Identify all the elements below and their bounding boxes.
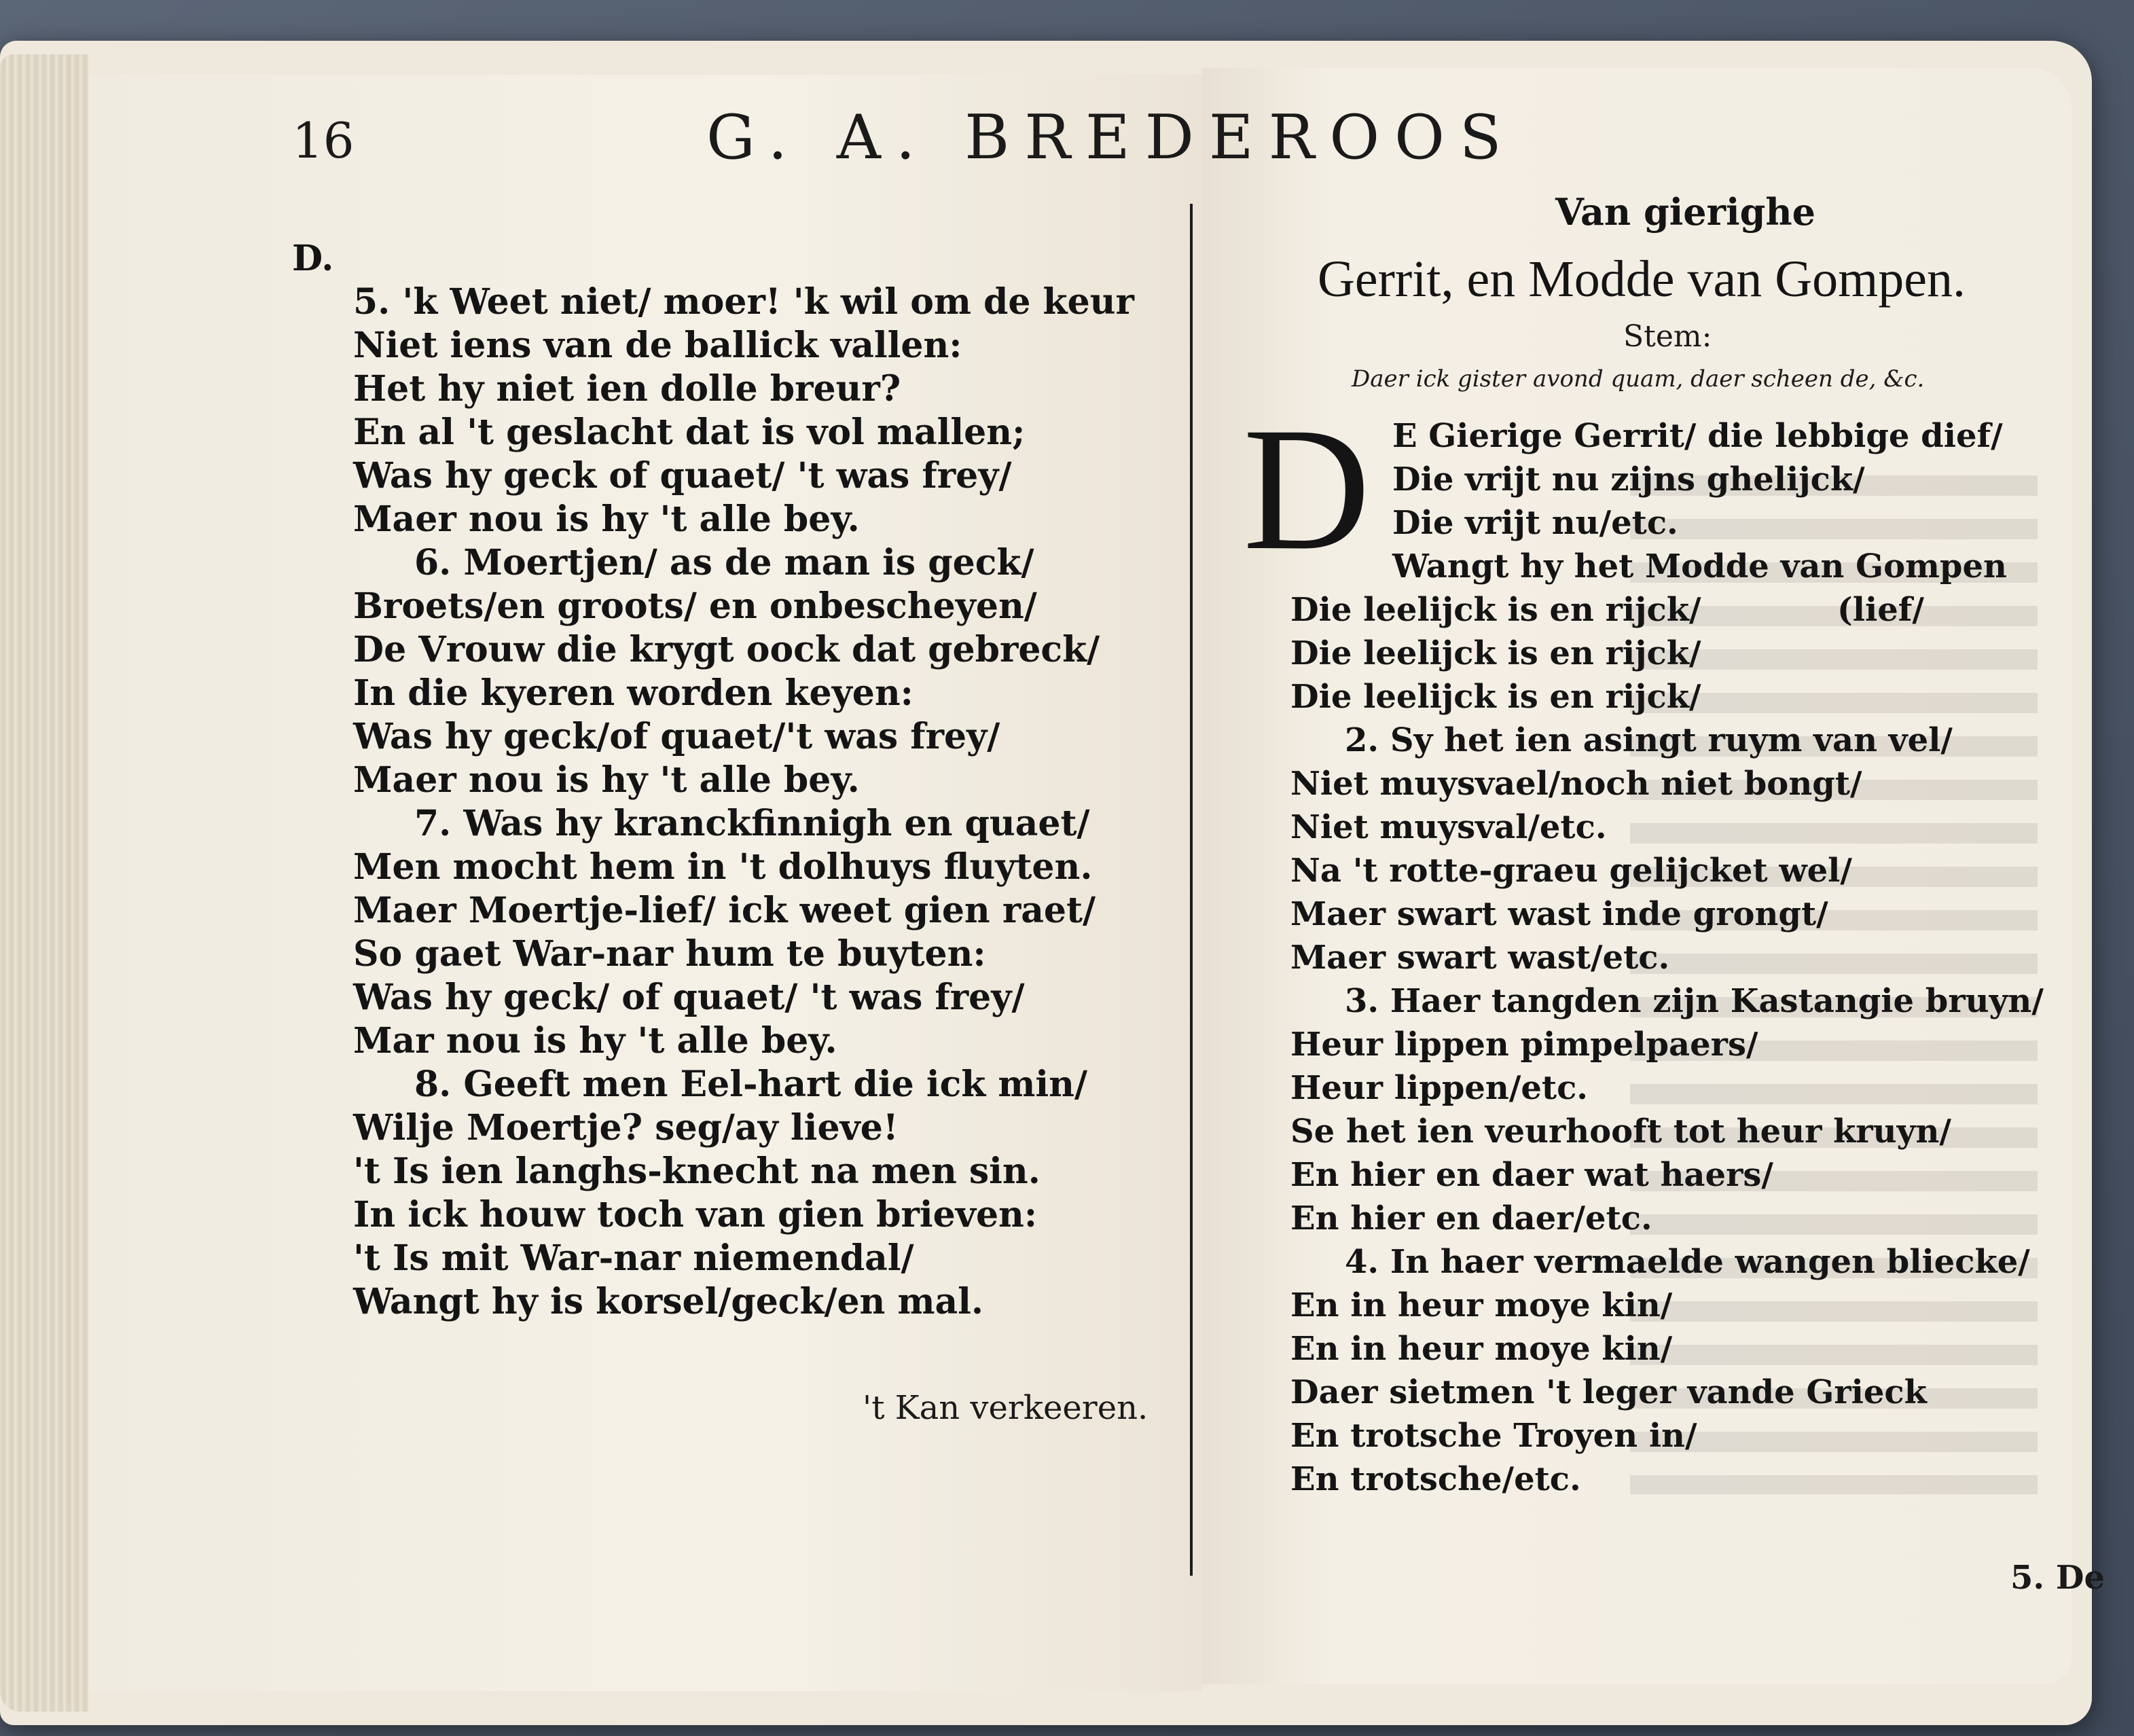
verse-line: Was hy geck/ of quaet/ 't was frey/ [353, 977, 1025, 1018]
verse-line: Wangt hy is korsel/geck/en mal. [353, 1281, 984, 1322]
drop-cap: D [1243, 391, 1371, 587]
song-title-line-2: Gerrit, en Modde van Gompen. [1318, 251, 1966, 308]
verse-line: Heur lippen/etc. [1290, 1069, 1588, 1107]
verse-line: Daer sietmen 't leger vande Grieck [1290, 1373, 1927, 1411]
verse-line: In ick houw toch van gien brieven: [353, 1194, 1038, 1235]
verse-line: 2. Sy het ien asingt ruym van vel/ [1345, 721, 1953, 759]
verse-line: Mar nou is hy 't alle bey. [353, 1020, 837, 1062]
verse-line: Niet muysval/etc. [1290, 808, 1607, 846]
verse-line: E Gierige Gerrit/ die lebbige dief/ [1392, 417, 2003, 455]
verse-line: 5. 'k Weet niet/ moer! 'k wil om de keur [353, 281, 1134, 323]
verse-line: Maer nou is hy 't alle bey. [353, 759, 860, 801]
verse-line: En in heur moye kin/ [1290, 1330, 1673, 1368]
verse-line: 4. In haer vermaelde wangen bliecke/ [1345, 1243, 2030, 1281]
verse-line: Maer nou is hy 't alle bey. [353, 499, 860, 540]
column-rule [1190, 204, 1193, 1576]
verse-line: 6. Moertjen/ as de man is geck/ [414, 542, 1034, 583]
left-verse-block [292, 194, 1134, 1324]
catchword: 5. De [2010, 1559, 2105, 1597]
verse-line: 3. Haer tangden zijn Kastangie bruyn/ [1345, 982, 2044, 1020]
verse-line: Men mocht hem in 't dolhuys fluyten. [353, 846, 1093, 888]
verse-line: En trotsche/etc. [1290, 1460, 1581, 1498]
verse-line: 8. Geeft men Eel-hart die ick min/ [414, 1064, 1087, 1105]
verse-line: En hier en daer/etc. [1290, 1199, 1652, 1237]
speaker-mark: D. [292, 238, 334, 279]
verse-line: 't Is mit War-nar niemendal/ [353, 1237, 914, 1279]
verse-line: Die leelijck is en rijck/ (lief/ [1290, 591, 1924, 629]
motto: 't Kan verkeeren. [863, 1389, 1149, 1427]
verse-line: Broets/en groots/ en onbescheyen/ [353, 585, 1037, 627]
verse-line: Wilje Moertje? seg/ay lieve! [353, 1107, 899, 1149]
verse-line: Na 't rotte-graeu gelijcket wel/ [1290, 852, 1852, 890]
verse-line: Heur lippen pimpelpaers/ [1290, 1026, 1758, 1064]
verse-line: En in heur moye kin/ [1290, 1286, 1673, 1324]
page-edges [0, 54, 88, 1712]
verse-line: So gaet War-nar hum te buyten: [353, 933, 986, 975]
verse-line: Maer swart wast/etc. [1290, 939, 1670, 977]
verse-line: Niet muysvael/noch niet bongt/ [1290, 765, 1862, 803]
song-title-line-1: Van gierighe [1555, 190, 1815, 234]
verse-line: Maer Moertje-lief/ ick weet gien raet/ [353, 890, 1096, 931]
verse-line: Die vrijt nu/etc. [1392, 504, 1678, 542]
verse-line: En trotsche Troyen in/ [1290, 1417, 1697, 1455]
verse-line: De Vrouw die krygt oock dat gebreck/ [353, 629, 1100, 670]
verse-line: Maer swart wast inde grongt/ [1290, 895, 1828, 933]
verse-line: En al 't geslacht dat is vol mallen; [353, 412, 1026, 453]
stem-tune: Daer ick gister avond quam, daer scheen de, &c. [1352, 365, 1925, 393]
verse-line: En hier en daer wat haers/ [1290, 1156, 1773, 1194]
verse-line: 't Is ien langhs-knecht na men sin. [353, 1151, 1041, 1192]
verse-line: Die vrijt nu zijns ghelijck/ [1392, 460, 1865, 499]
right-verse-block [1290, 414, 2044, 1501]
verse-line: 7. Was hy kranckfinnigh en quaet/ [414, 803, 1090, 844]
verse-line: Niet iens van de ballick vallen: [353, 325, 962, 366]
verse-line: Se het ien veurhooft tot heur kruyn/ [1290, 1113, 1951, 1151]
verse-line: Het hy niet ien dolle breur? [353, 368, 901, 410]
verse-line: Was hy geck of quaet/ 't was frey/ [353, 455, 1012, 496]
verse-line: Die leelijck is en rijck/ [1290, 678, 1701, 716]
verse-line: Die leelijck is en rijck/ [1290, 634, 1701, 672]
verse-line: In die kyeren worden keyen: [353, 672, 914, 714]
verse-line: Wangt hy het Modde van Gompen [1392, 547, 2007, 585]
stem-label: Stem: [1623, 319, 1712, 354]
running-head: G. A. BREDEROOS [706, 102, 1517, 173]
verse-line: Was hy geck/of quaet/'t was frey/ [353, 716, 1000, 757]
page-number: 16 [292, 112, 355, 169]
